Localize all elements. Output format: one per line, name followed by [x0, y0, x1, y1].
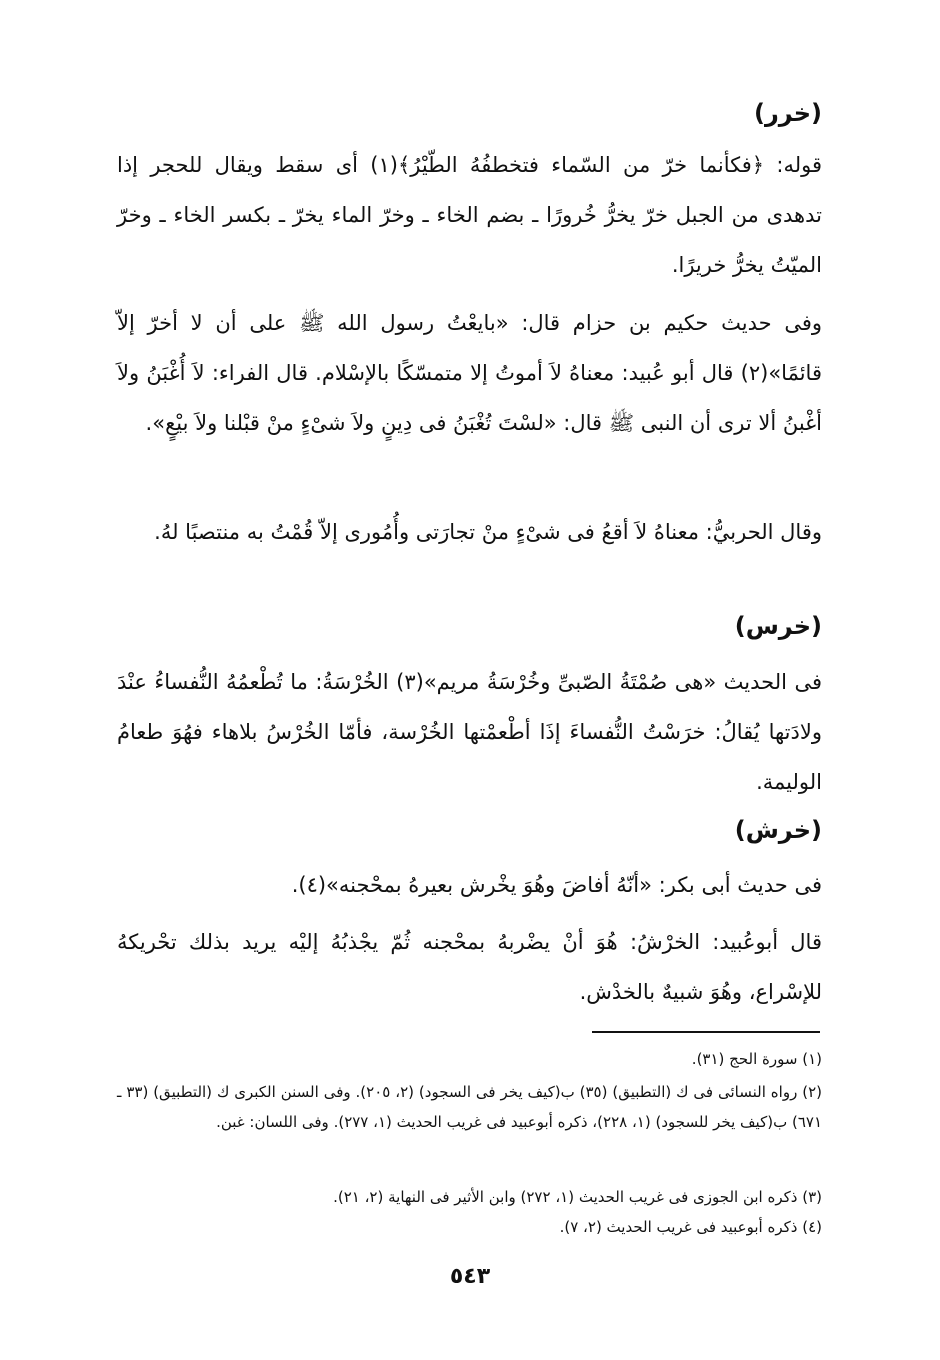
footnote-separator — [592, 1031, 820, 1033]
footnote-2: (٢) رواه النسائى فى ك (التطبيق) (٣٥) ب(كيف يخر فى السجود) (٢، ٢٠٥). وفى السنن الكبرى ك (التطبيق) (٣٣ ـ ٦٧١) ب(كيف يخر للسجود) (١، ٢٢٨)، ذكره أبوعبيد فى غريب الحديث (١، ٢٧٧). وفى اللسان: غبن. — [117, 1083, 823, 1131]
footnote-4: (٤) ذكره أبوعبيد فى غريب الحديث (٢، ٧). — [559, 1218, 822, 1236]
entry-paragraph: قوله: ﴿فكأنما خرّ من السّماء فتخطفُهُ الطّيْرُ﴾(١) أى سقط ويقال للحجر إذا تدهدى من الجبل خرّ يخرُّ خُرورًا ـ بضم الخاء ـ وخرّ الماء يخرّ ـ بكسر الخاء ـ وخرّ الميّتُ يخرُّ خريرًا. — [117, 153, 823, 277]
entry-heading-kharar: (خرر) — [754, 99, 822, 127]
entry-paragraph: فى الحديث «هى صُمْتَةُ الصّبىِّ وخُرْسَةُ مريم»(٣) الخُرْسَةُ: ما تُطْعمُهُ النُّفساءُ عنْدَ ولادَتها يُقالُ: خرَسْتُ النُّفساءَ إذَا أطْعمْتها الخُرْسة، فأمّا الخُرْسُ بلاهاء فهُوَ طعامُ الوليمة. — [117, 670, 822, 794]
entry-heading-kharas: (خرس) — [734, 612, 822, 640]
entry-paragraph: وقال الحربيُّ: معناهُ لاَ أقعُ فى شىْءٍ منْ تجارَتى وأُمُورى إلاّ قُمْتُ به منتصبًا لهُ. — [154, 520, 822, 544]
entry-paragraph: وفى حديث حكيم بن حزام قال: «بايعْتُ رسول الله ﷺ على أن لا أخرّ إلاّ قائمًا»(٢) قال أبو عُبيد: معناهُ لاَ أموتُ إلا متمسّكًا بالإسْلام. قال الفراء: لاَ أُغْبَنُ ولاَ أغْبنُ ألا ترى أن النبى ﷺ قال: «لسْتَ تُغْبَنُ فى دِينٍ ولاَ شىْءٍ منْ قبْلنا ولاَ بيْعٍ». — [117, 311, 822, 435]
page-number: ٥٤٣ — [449, 1264, 491, 1289]
footnote-3: (٣) ذكره ابن الجوزى فى غريب الحديث (١، ٢٧٢) وابن الأثير فى النهاية (٢، ٢١). — [333, 1188, 822, 1206]
entry-paragraph: قال أبوعُبيد: الخرْشُ: هُوَ أنْ يضْربهُ بمحْجنه ثُمّ يجْذبُهُ إليْه يريد بذلك تحْريكهُ للإسْراع، وهُوَ شبيهٌ بالخدْش. — [117, 930, 822, 1004]
entry-heading-kharash: (خرش) — [734, 816, 822, 844]
entry-paragraph: فى حديث أبى بكر: «أنّهُ أفاضَ وهُوَ يخْرش بعيرهُ بمحْجنه»(٤). — [291, 873, 822, 897]
footnote-1: (١) سورة الحج (٣١). — [691, 1050, 822, 1068]
